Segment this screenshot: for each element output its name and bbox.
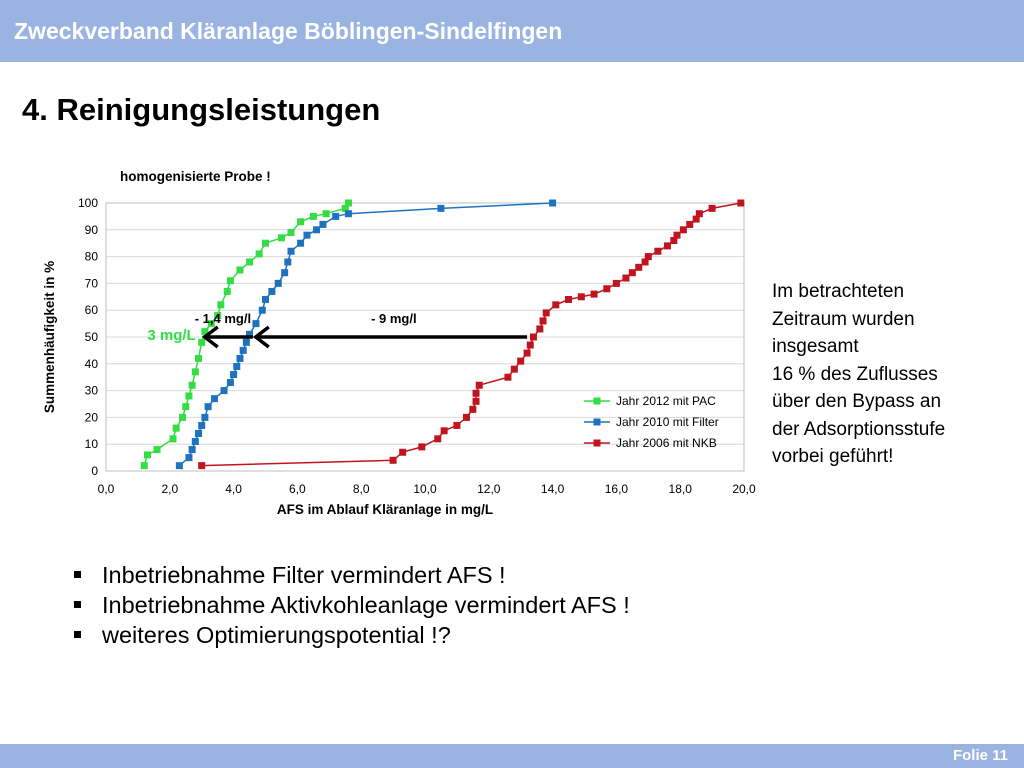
data-point xyxy=(192,438,199,445)
chart-annotation: - 1,4 mg/l xyxy=(194,311,252,327)
data-point xyxy=(473,390,480,397)
legend-label: Jahr 2006 mit NKB xyxy=(616,436,717,450)
x-tick-label: 16,0 xyxy=(604,482,629,496)
data-point xyxy=(278,234,285,241)
data-point xyxy=(236,355,243,362)
x-tick-label: 2,0 xyxy=(161,482,179,496)
data-point xyxy=(591,291,598,298)
y-tick-label: 20 xyxy=(84,410,98,425)
y-tick-label: 0 xyxy=(91,464,98,478)
data-point xyxy=(224,288,231,295)
y-tick-label: 30 xyxy=(84,383,98,398)
data-point xyxy=(141,462,148,469)
data-point xyxy=(578,293,585,300)
data-point xyxy=(524,350,531,357)
data-point xyxy=(211,395,218,402)
chart-annotation: 3 mg/L xyxy=(147,327,196,344)
data-point xyxy=(195,355,202,362)
data-point xyxy=(233,363,240,370)
side-note-line: Im betrachteten xyxy=(772,281,905,302)
series-line xyxy=(179,203,552,466)
data-point xyxy=(437,205,444,212)
data-point xyxy=(268,288,275,295)
data-point xyxy=(674,232,681,239)
data-point xyxy=(469,406,476,413)
data-point xyxy=(453,422,460,429)
legend-marker xyxy=(594,398,601,405)
square-bullet-icon xyxy=(74,631,81,638)
data-point xyxy=(549,200,556,207)
data-point xyxy=(313,226,320,233)
x-tick-label: 0,0 xyxy=(97,482,115,496)
data-point xyxy=(332,213,339,220)
bullet-text: Inbetriebnahme Filter vermindert AFS ! xyxy=(102,562,506,588)
x-tick-label: 8,0 xyxy=(352,482,370,496)
square-bullet-icon xyxy=(74,571,81,578)
data-point xyxy=(418,443,425,450)
y-tick-label: 60 xyxy=(84,303,98,318)
y-axis-label: Summenhäufigkeit in % xyxy=(42,260,57,414)
chart-annotation: - 9 mg/l xyxy=(371,311,417,327)
data-point xyxy=(297,218,304,225)
data-point xyxy=(345,200,352,207)
y-tick-label: 40 xyxy=(84,356,98,371)
data-point xyxy=(303,232,310,239)
data-point xyxy=(737,200,744,207)
data-point xyxy=(543,309,550,316)
header-bar xyxy=(0,0,1024,62)
side-note-line: der Adsorptionsstufe xyxy=(772,418,946,440)
data-point xyxy=(154,446,161,453)
side-note xyxy=(772,278,1012,471)
data-point xyxy=(530,334,537,341)
data-point xyxy=(246,258,253,265)
data-point xyxy=(288,229,295,236)
y-tick-label: 80 xyxy=(84,249,98,264)
data-point xyxy=(709,205,716,212)
data-point xyxy=(221,387,228,394)
x-axis-label: AFS im Ablauf Kläranlage in mg/L xyxy=(276,502,494,517)
data-point xyxy=(281,269,288,276)
data-point xyxy=(441,427,448,434)
data-point xyxy=(323,210,330,217)
data-point xyxy=(240,347,247,354)
bullet-item xyxy=(72,590,630,620)
data-point xyxy=(176,462,183,469)
data-point xyxy=(227,277,234,284)
data-point xyxy=(476,382,483,389)
bullet-text: Inbetriebnahme Aktivkohleanlage vermindert AFS ! xyxy=(102,592,630,618)
y-tick-label: 50 xyxy=(84,330,98,344)
data-point xyxy=(227,379,234,386)
chart-title: homogenisierte Probe ! xyxy=(120,169,271,184)
data-point xyxy=(664,242,671,249)
side-note-line: 16 % des Zuflusses xyxy=(772,363,938,385)
data-point xyxy=(622,275,629,282)
data-point xyxy=(236,267,243,274)
x-tick-label: 4,0 xyxy=(225,482,242,496)
data-point xyxy=(565,296,572,303)
data-point xyxy=(645,253,652,260)
header-title: Zweckverband Kläranlage Böblingen-Sindelfingen xyxy=(14,18,563,44)
x-tick-label: 6,0 xyxy=(289,482,306,496)
footer-bar xyxy=(0,744,1024,768)
x-tick-label: 18,0 xyxy=(668,482,692,496)
data-point xyxy=(696,210,703,217)
data-point xyxy=(654,248,661,255)
data-point xyxy=(686,221,693,228)
data-point xyxy=(262,296,269,303)
x-tick-label: 14,0 xyxy=(540,482,565,496)
data-point xyxy=(284,258,291,265)
data-point xyxy=(169,435,176,442)
data-point xyxy=(173,425,180,432)
data-point xyxy=(256,250,263,257)
side-note-line: Zeitraum wurden xyxy=(772,308,915,330)
square-bullet-icon xyxy=(74,601,81,608)
data-point xyxy=(201,414,208,421)
data-point xyxy=(259,307,266,314)
data-point xyxy=(185,454,192,461)
data-point xyxy=(603,285,610,292)
data-point xyxy=(511,366,518,373)
data-point xyxy=(297,240,304,247)
data-point xyxy=(552,301,559,308)
x-tick-label: 20,0 xyxy=(732,482,756,496)
data-point xyxy=(310,213,317,220)
y-tick-label: 90 xyxy=(84,222,98,237)
legend-label: Jahr 2010 mit Filter xyxy=(616,415,719,429)
data-point xyxy=(319,221,326,228)
side-note-line: vorbei geführt! xyxy=(772,446,894,467)
data-point xyxy=(205,403,212,410)
data-point xyxy=(613,280,620,287)
y-tick-label: 70 xyxy=(84,276,98,291)
data-point xyxy=(275,280,282,287)
cumulative-frequency-chart xyxy=(30,160,760,530)
data-point xyxy=(182,403,189,410)
data-point xyxy=(179,414,186,421)
data-point xyxy=(399,449,406,456)
data-point xyxy=(195,430,202,437)
data-point xyxy=(473,398,480,405)
data-point xyxy=(243,339,250,346)
bullet-text: weiteres Optimierungspotential !? xyxy=(102,622,451,648)
data-point xyxy=(144,451,151,458)
slide-title: 4. Reinigungsleistungen xyxy=(22,92,381,127)
bullet-item xyxy=(72,620,630,650)
data-point xyxy=(189,382,196,389)
y-tick-label: 10 xyxy=(84,437,98,452)
x-tick-label: 10,0 xyxy=(413,482,437,496)
y-tick-label: 100 xyxy=(77,196,98,210)
data-point xyxy=(262,240,269,247)
data-point xyxy=(217,301,224,308)
data-point xyxy=(288,248,295,255)
data-point xyxy=(198,422,205,429)
data-point xyxy=(540,317,547,324)
data-point xyxy=(185,392,192,399)
data-point xyxy=(527,342,534,349)
data-point xyxy=(504,374,511,381)
legend-marker xyxy=(594,440,601,447)
data-point xyxy=(517,358,524,365)
slide-number: Folie 11 xyxy=(952,747,1008,764)
legend-marker xyxy=(594,419,601,426)
bullet-item xyxy=(72,560,630,590)
data-point xyxy=(189,446,196,453)
data-point xyxy=(192,368,199,375)
side-note-line: über den Bypass an xyxy=(772,391,942,412)
data-point xyxy=(198,462,205,469)
data-point xyxy=(252,320,259,327)
data-point xyxy=(198,339,205,346)
x-tick-label: 12,0 xyxy=(477,482,501,496)
data-point xyxy=(345,210,352,217)
side-note-line: insgesamt xyxy=(772,336,859,357)
data-point xyxy=(635,264,642,271)
data-point xyxy=(434,435,441,442)
data-point xyxy=(390,457,397,464)
data-point xyxy=(536,325,543,332)
data-point xyxy=(629,269,636,276)
data-point xyxy=(463,414,470,421)
legend-label: Jahr 2012 mit PAC xyxy=(616,394,716,408)
data-point xyxy=(680,226,687,233)
bullet-list xyxy=(72,560,630,650)
data-point xyxy=(230,371,237,378)
